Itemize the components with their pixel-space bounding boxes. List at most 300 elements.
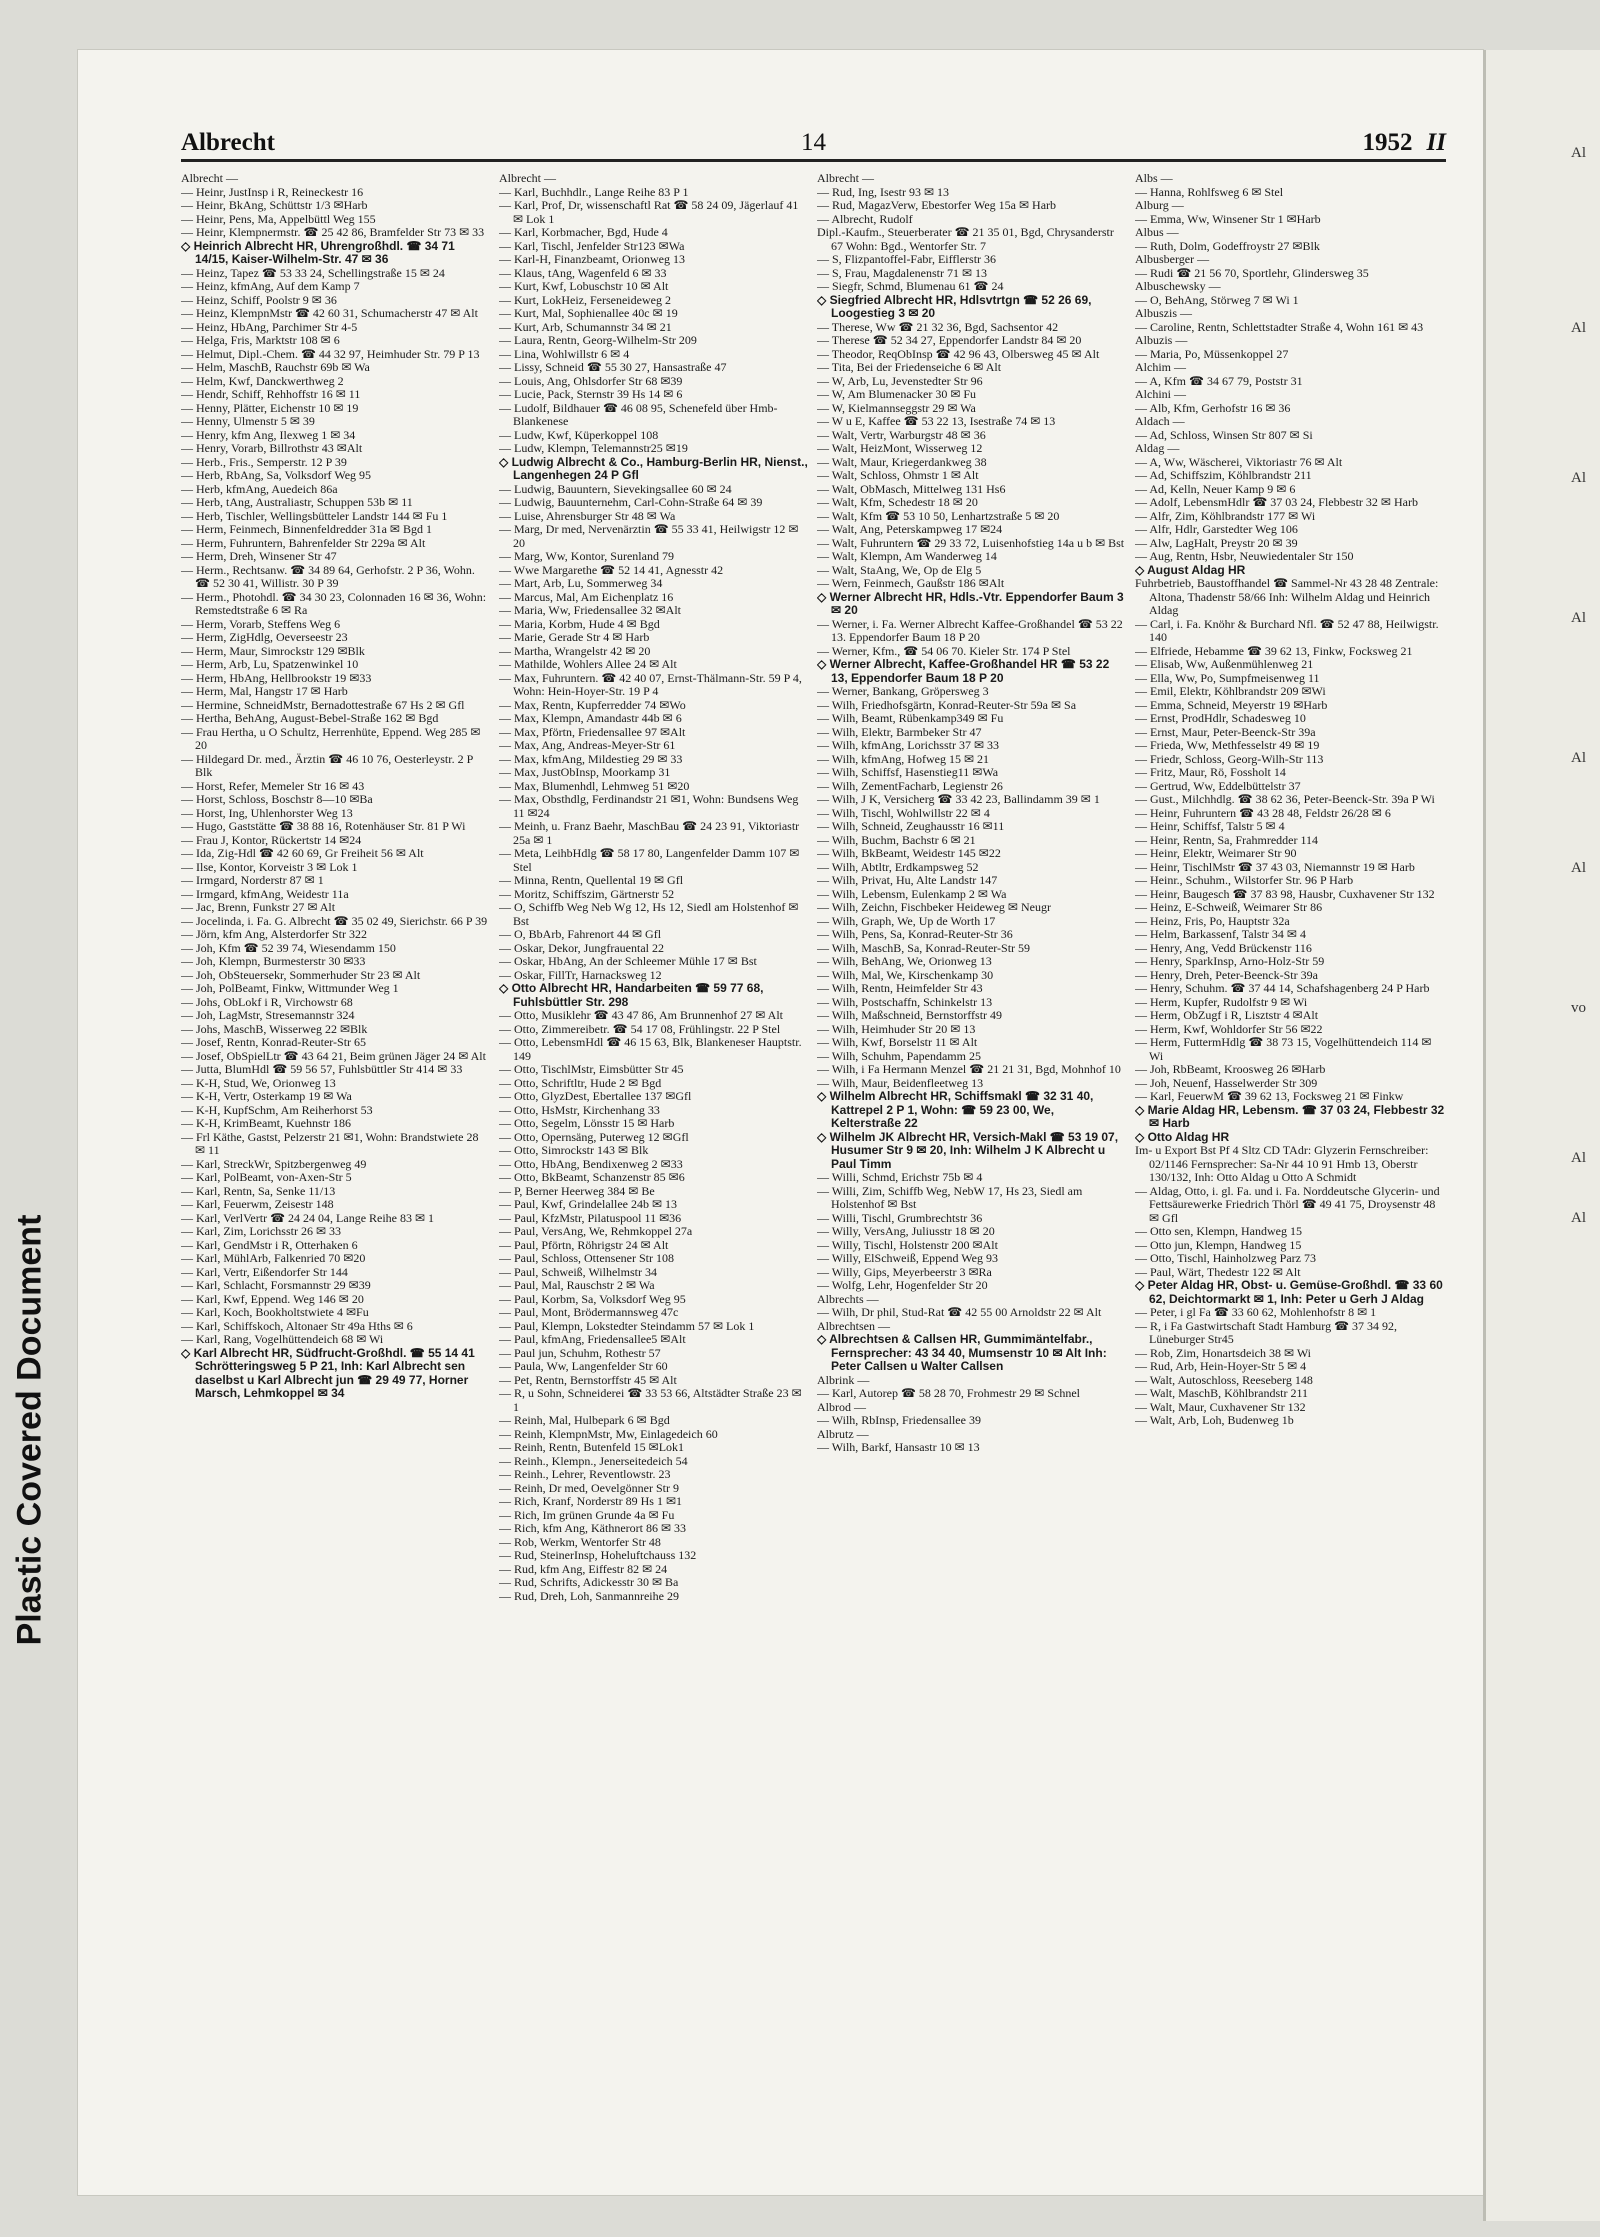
directory-entry: Albuszis — — [1135, 306, 1192, 320]
directory-entry: — Werner, Kfm., ☎ 54 06 70. Kieler Str. 174 P Stel — [817, 643, 1071, 658]
directory-entry: ◇ Karl Albrecht HR, Südfrucht-Großhdl. ☎ 55 14 41 Schrötteringsweg 5 P 21, Inh: Karl Albrecht sen daselbst u Karl Albrecht jun ☎ 29 49 77, Horner Marsch, Lehmkoppel ✉ 34 — [181, 1345, 475, 1400]
adjacent-page-fragment: Al — [1571, 860, 1586, 876]
directory-entry: Fuhrbetrieb, Baustoffhandel ☎ Sammel-Nr 43 28 48 Zentrale: Altona, Thadenstr 58/66 Inh: Wilhelm Aldag und Heinrich Aldag — [1135, 576, 1439, 617]
directory-entry: Albrink — — [817, 1372, 870, 1387]
adjacent-page-fragment: Al — [1571, 320, 1586, 336]
directory-entry: — K-H, KrimBeamt, Kuehnstr 186 — [181, 1116, 351, 1130]
directory-entry: Aldag — — [1135, 441, 1180, 455]
directory-entry: — Adolf, LebensmHdlr ☎ 37 03 24, Flebbestr 32 ✉ Harb — [1135, 495, 1418, 509]
header-year — [1363, 129, 1446, 157]
directory-entry: — Luise, Ahrensburger Str 48 ✉ Wa — [499, 508, 676, 523]
directory-entry: — Otto, Tischl, Hainholzweg Parz 73 — [1135, 1251, 1316, 1265]
directory-entry: — Johs, ObLokf i R, Virchowstr 68 — [181, 994, 353, 1009]
directory-entry: — Jocelinda, i. Fa. G. Albrecht ☎ 35 02 49, Sierichstr. 66 P 39 — [181, 913, 488, 928]
directory-entry: — Rud, Ing, Isestr 93 ✉ 13 — [817, 184, 950, 199]
directory-entry: — Emil, Elektr, Köhlbrandstr 209 ✉Wi — [1135, 684, 1326, 698]
directory-entry: — Wilh, i Fa Hermann Menzel ☎ 21 21 31, Bgd, Mohnhof 10 — [817, 1062, 1121, 1076]
directory-entry: — Hermine, SchneidMstr, Bernadottestraße 67 Hs 2 ✉ Gfl — [181, 697, 465, 712]
directory-entry: — Wilh, Mal, We, Kirschenkamp 30 — [817, 967, 994, 982]
directory-entry: — Heinr, Fuhruntern ☎ 43 28 48, Feldstr 26/28 ✉ 6 — [1135, 805, 1391, 820]
directory-entry: — Heinz, Schiff, Poolstr 9 ✉ 36 — [181, 292, 337, 307]
directory-entry: — Herb, tAng, Australiastr, Schuppen 53b ✉ 11 — [181, 495, 413, 509]
directory-entry: — Otto, Opernsäng, Puterweg 12 ✉Gfl — [499, 1129, 689, 1144]
directory-entry: — Karl, Kwf, Eppend. Weg 146 ✉ 20 — [181, 1291, 364, 1306]
directory-entry: — Wilh, BkBeamt, Weidestr 145 ✉22 — [817, 846, 1001, 860]
directory-entry: — O, BehAng, Störweg 7 ✉ Wi 1 — [1135, 292, 1299, 307]
directory-entry: — Siegfr, Schmd, Blumenau 61 ☎ 24 — [817, 279, 1004, 293]
directory-entry: — Ernst, Maur, Peter-Beenck-Str 39a — [1135, 724, 1316, 739]
directory-entry: — Walt, Kfm, Schedestr 18 ✉ 20 — [817, 495, 978, 509]
directory-entry: — Johs, MaschB, Wisserweg 22 ✉Blk — [181, 1021, 368, 1036]
directory-entry: — Henry, Dreh, Peter-Beenck-Str 39a — [1135, 967, 1318, 982]
directory-entry: — Werner, i. Fa. Werner Albrecht Kaffee-Großhandel ☎ 53 22 13. Eppendorfer Baum 18 P 20 — [817, 616, 1123, 644]
directory-entry: — Walt, Vertr, Warburgstr 48 ✉ 36 — [817, 427, 986, 442]
directory-entry: — Wilh, Dr phil, Stud-Rat ☎ 42 55 00 Arnoldstr 22 ✉ Alt — [817, 1305, 1102, 1319]
directory-entry: — Willy, Gips, Meyerbeerstr 3 ✉Ra — [817, 1264, 992, 1279]
directory-entry: — Joh, PolBeamt, Finkw, Wittmunder Weg 1 — [181, 981, 399, 995]
directory-entry: Albrecht — — [817, 172, 874, 185]
adjacent-page-fragment: Al — [1571, 610, 1586, 626]
directory-entry: — Joh, RbBeamt, Kroosweg 26 ✉Harb — [1135, 1062, 1326, 1076]
directory-entry: — Werner, Bankang, Gröpersweg 3 — [817, 684, 989, 698]
directory-entry: — Marie, Gerade Str 4 ✉ Harb — [499, 630, 650, 644]
directory-entry: — Herm, Kupfer, Rudolfstr 9 ✉ Wi — [1135, 994, 1308, 1009]
directory-entry: — Otto, Musiklehr ☎ 43 47 86, Am Brunnenhof 27 ✉ Alt — [499, 1008, 783, 1022]
directory-entry: — Horst, Refer, Memeler Str 16 ✉ 43 — [181, 778, 365, 793]
directory-entry: — Herm, Arb, Lu, Spatzenwinkel 10 — [181, 657, 359, 671]
directory-entry: — Albrecht, Rudolf — [817, 211, 913, 226]
directory-entry: — Therese ☎ 52 34 27, Eppendorfer Landstr 84 ✉ 20 — [817, 333, 1082, 347]
directory-entry: — Marg, Ww, Kontor, Surenland 79 — [499, 549, 674, 563]
directory-entry: — Lina, Wohlwillstr 6 ✉ 4 — [499, 346, 630, 361]
directory-entry: Alchini — — [1135, 387, 1186, 401]
directory-entry: — Max, kfmAng, Mildestieg 29 ✉ 33 — [499, 751, 683, 766]
directory-entry: — Josef, ObSpielLtr ☎ 43 64 21, Beim grünen Jäger 24 ✉ Alt — [181, 1048, 486, 1063]
directory-entry: — Otto, Segelm, Lönsstr 15 ✉ Harb — [499, 1116, 675, 1130]
directory-entry: — Otto, GlyzDest, Ebertallee 137 ✉Gfl — [499, 1089, 692, 1103]
directory-entry: — Otto, Zimmereibetr. ☎ 54 17 08, Frühlingstr. 22 P Stel — [499, 1021, 781, 1036]
directory-entry: — Rud, Arb, Hein-Hoyer-Str 5 ✉ 4 — [1135, 1359, 1307, 1373]
directory-entry: — R, u Sohn, Schneiderei ☎ 33 53 66, Altstädter Straße 23 ✉ 1 — [499, 1386, 802, 1414]
directory-entry: Albus — — [1135, 225, 1179, 239]
directory-entry: — Karl, Autorep ☎ 58 28 70, Frohmestr 29 ✉ Schnel — [817, 1386, 1080, 1400]
directory-entry: — Karl, StreckWr, Spitzbergenweg 49 — [181, 1156, 367, 1171]
directory-entry: — Fritz, Maur, Rö, Fossholt 14 — [1135, 765, 1286, 779]
directory-entry: — Helm, Kwf, Danckwerthweg 2 — [181, 373, 344, 388]
directory-entry: — Willi, Zim, Schiffb Weg, NebW 17, Hs 23, Siedl am Holstenhof ✉ Bst — [817, 1183, 1083, 1211]
directory-entry: — Wern, Feinmech, Gaußstr 186 ✉Alt — [817, 576, 1005, 590]
directory-entry: — Kurt, Mal, Sophienallee 40c ✉ 19 — [499, 306, 678, 320]
year-text: 1952 — [1362, 129, 1413, 156]
directory-entry: ◇ Siegfried Albrecht HR, Hdlsvtrtgn ☎ 52 26 69, Loogestieg 3 ✉ 20 — [817, 292, 1092, 320]
directory-entry: — Horst, Ing, Uhlenhorster Weg 13 — [181, 805, 353, 820]
directory-entry: — Maria, Ww, Friedensallee 32 ✉Alt — [499, 603, 682, 617]
directory-entry: — Ella, Ww, Po, Sumpfmeisenweg 11 — [1135, 670, 1320, 685]
directory-entry: — S, Frau, Magdalenenstr 71 ✉ 13 — [817, 265, 988, 280]
directory-entry: — Wilh, Graph, We, Up de Worth 17 — [817, 913, 996, 928]
directory-entry: — Herm, HbAng, Hellbrookstr 19 ✉33 — [181, 670, 372, 685]
directory-entry: — Paul, Klempn, Lokstedter Steindamm 57 ✉ Lok 1 — [499, 1318, 755, 1333]
directory-entry: ◇ Peter Aldag HR, Obst- u. Gemüse-Großhdl. ☎ 33 60 62, Deichtormarkt ✉ 1, Inh: Peter u Gerh J Aldag — [1135, 1278, 1443, 1306]
directory-entry: — Henny, Plätter, Eichenstr 10 ✉ 19 — [181, 400, 359, 415]
directory-entry: — Paul jun, Schuhm, Rothestr 57 — [499, 1345, 661, 1360]
directory-entry: — Wilh, Barkf, Hansastr 10 ✉ 13 — [817, 1440, 980, 1454]
directory-entry: — Karl, Rang, Vogelhüttendeich 68 ✉ Wi — [181, 1332, 384, 1346]
directory-entry: — Walt, Autoschloss, Reeseberg 148 — [1135, 1372, 1313, 1387]
directory-entry: — Heinr, Elektr, Weimarer Str 90 — [1135, 846, 1297, 860]
page-header — [181, 125, 1446, 162]
directory-entry: — Henry, Vorarb, Billrothstr 43 ✉Alt — [181, 441, 363, 455]
directory-entry: ◇ Wilhelm Albrecht HR, Schiffsmakl ☎ 32 31 40, Kattrepel 2 P 1, Wohn: ☎ 59 23 00, We, Kelterstraße 22 — [817, 1089, 1094, 1130]
directory-entry: — Wilh, Friedhofsgärtn, Konrad-Reuter-Str 59a ✉ Sa — [817, 697, 1077, 712]
directory-entry: Albrutz — — [817, 1426, 869, 1441]
part-numeral: II — [1426, 129, 1446, 156]
directory-entry: — Wilh, RbInsp, Friedensallee 39 — [817, 1413, 981, 1427]
directory-entry: Albuzis — — [1135, 333, 1188, 347]
directory-entry: — Karl, Feuerwm, Zeisestr 148 — [181, 1197, 334, 1211]
directory-entry: ◇ Otto Albrecht HR, Handarbeiten ☎ 59 77 68, Fuhlsbüttler Str. 298 — [499, 981, 764, 1009]
directory-entry: — Ilse, Kontor, Korveistr 3 ✉ Lok 1 — [181, 859, 358, 874]
directory-entry: — Karl, GendMstr i R, Otterhaken 6 — [181, 1237, 358, 1252]
directory-entry: — Paul, Korbm, Sa, Volksdorf Weg 95 — [499, 1291, 686, 1306]
directory-entry: — Wilh, Buchm, Bachstr 6 ✉ 21 — [817, 832, 976, 847]
directory-entry: — Otto, BkBeamt, Schanzenstr 85 ✉6 — [499, 1170, 685, 1184]
directory-entry: — Max, Rentn, Kupferredder 74 ✉Wo — [499, 697, 686, 712]
directory-entry: — Walt, Ang, Peterskampweg 17 ✉24 — [817, 522, 1003, 536]
directory-entry: — Otto, HsMstr, Kirchenhang 33 — [499, 1102, 660, 1117]
directory-entry: — Wilh, Schiffsf, Hasenstieg11 ✉Wa — [817, 765, 999, 779]
directory-entry: — Karl, Rentn, Sa, Senke 11/13 — [181, 1183, 336, 1198]
directory-entry: — Wilh, Schuhm, Papendamm 25 — [817, 1048, 981, 1063]
directory-entry: — Reinh, KlempnMstr, Mw, Einlagedeich 60 — [499, 1426, 718, 1441]
directory-entry: — Rob, Werkm, Wentorfer Str 48 — [499, 1534, 661, 1549]
directory-entry: — Hildegard Dr. med., Ärztin ☎ 46 10 76, Oesterleystr. 2 P Blk — [181, 751, 473, 779]
directory-entry: — Heinz, HbAng, Parchimer Str 4-5 — [181, 319, 358, 334]
directory-entry: — Kurt, Kwf, Lobuschstr 10 ✉ Alt — [499, 279, 669, 293]
directory-entry: — Henry, Schuhm. ☎ 37 44 14, Schafshagenberg 24 P Harb — [1135, 981, 1430, 995]
adjacent-page-fragment: Al — [1571, 750, 1586, 766]
directory-entry: — Paula, Ww, Langenfelder Str 60 — [499, 1359, 668, 1373]
directory-entry: — Helga, Fris, Marktstr 108 ✉ 6 — [181, 333, 340, 347]
directory-entry: — Herm, FuttermHdlg ☎ 38 73 15, Vogelhüttendeich 114 ✉ Wi — [1135, 1035, 1432, 1063]
adjacent-page-fragment: Al — [1571, 1150, 1586, 1166]
directory-entry: — Karl, PolBeamt, von-Axen-Str 5 — [181, 1170, 352, 1184]
directory-entry: — Mathilde, Wohlers Allee 24 ✉ Alt — [499, 657, 677, 671]
directory-entry: — P, Berner Heerweg 384 ✉ Be — [499, 1183, 655, 1198]
directory-entry: — Herm, Kwf, Wohldorfer Str 56 ✉22 — [1135, 1021, 1323, 1036]
directory-entry: Dipl.-Kaufm., Steuerberater ☎ 21 35 01, Bgd, Chrysanderstr 67 Wohn: Bgd., Wentorfer Str. 7 — [817, 225, 1114, 253]
directory-entry: — Karl, Korbmacher, Bgd, Hude 4 — [499, 225, 668, 239]
directory-entry: — Ludolf, Bildhauer ☎ 46 08 95, Schenefeld über Hmb-Blankenese — [499, 400, 778, 428]
directory-entry: — Ludwig, Bauunternehm, Carl-Cohn-Straße 64 ✉ 39 — [499, 495, 763, 509]
directory-entry: — Herb., Fris., Semperstr. 12 P 39 — [181, 454, 347, 469]
directory-entry: — Wwe Margarethe ☎ 52 14 41, Agnesstr 42 — [499, 562, 724, 577]
header-surname: Albrecht — [181, 129, 275, 156]
directory-entry: — Alb, Kfm, Gerhofstr 16 ✉ 36 — [1135, 400, 1291, 415]
directory-entry: — Kurt, Arb, Schumannstr 34 ✉ 21 — [499, 319, 672, 334]
directory-entry: — Jörn, kfm Ang, Alsterdorfer Str 322 — [181, 927, 367, 941]
directory-entry: — Irmgard, kfmAng, Weidestr 11a — [181, 886, 349, 901]
directory-entry: — Wilh, kfmAng, Lorichsstr 37 ✉ 33 — [817, 738, 1000, 752]
directory-entry: — W u E, Kaffee ☎ 53 22 13, Isestraße 74 ✉ 13 — [817, 414, 1056, 428]
directory-entry: Albrecht — — [499, 172, 556, 185]
directory-entry: — Helm, MaschB, Rauchstr 69b ✉ Wa — [181, 360, 370, 374]
directory-entry: — Wilh, Kwf, Borselstr 11 ✉ Alt — [817, 1035, 978, 1049]
directory-entry: ◇ Heinrich Albrecht HR, Uhrengroßhdl. ☎ 34 71 14/15, Kaiser-Wilhelm-Str. 47 ✉ 36 — [181, 238, 455, 266]
directory-entry: — Wolfg, Lehr, Hogenfelder Str 20 — [817, 1278, 988, 1292]
directory-entry: — Joh, ObSteuersekr, Sommerhuder Str 23 ✉ Alt — [181, 967, 421, 982]
directory-entry: Im- u Export Bst Pf 4 Sltz CD TAdr: Glyzerin Fernschreiber: 02/1146 Fernsprecher: Sa-Nr 44 10 91 Hmb 13, Oberstr 130/132, Inh: Otto Aldag u Otto A Schmidt — [1135, 1143, 1429, 1184]
directory-entry: — Alw, LagHalt, Preystr 20 ✉ 39 — [1135, 535, 1298, 550]
directory-entry: — Rud, MagazVerw, Ebestorfer Weg 15a ✉ Harb — [817, 198, 1057, 212]
directory-entry: — Karl-H, Finanzbeamt, Orionweg 13 — [499, 252, 685, 266]
directory-entry: — Friedr, Schloss, Georg-Wilh-Str 113 — [1135, 751, 1324, 766]
directory-entry: — Walt, ObMasch, Mittelweg 131 Hs6 — [817, 481, 1006, 496]
directory-entry: — K-H, KupfSchm, Am Reiherhorst 53 — [181, 1102, 373, 1117]
directory-entry: — Karl, Koch, Bookholtstwiete 4 ✉Fu — [181, 1305, 369, 1319]
directory-entry: ◇ Werner Albrecht, Kaffee-Großhandel HR ☎ 53 22 13, Eppendorfer Baum 18 P 20 — [817, 657, 1110, 685]
directory-entry: — Herb, RbAng, Sa, Volksdorf Weg 95 — [181, 468, 372, 482]
directory-entry: — Heinz, Fris, Po, Hauptstr 32a — [1135, 913, 1290, 928]
directory-entry: — Otto, Schriftltr, Hude 2 ✉ Bgd — [499, 1075, 662, 1090]
column-3 — [817, 172, 1127, 2237]
directory-entry: — Klaus, tAng, Wagenfeld 6 ✉ 33 — [499, 265, 667, 280]
directory-entry: — Horst, Schloss, Boschstr 8—10 ✉Ba — [181, 792, 373, 806]
directory-entry: — Pet, Rentn, Bernstorffstr 45 ✉ Alt — [499, 1372, 677, 1387]
directory-entry: — Maria, Korbm, Hude 4 ✉ Bgd — [499, 616, 660, 631]
directory-entry: — Heinr, Pens, Ma, Appelbüttl Weg 155 — [181, 211, 376, 226]
directory-entry: — Walt, Klempn, Am Wanderweg 14 — [817, 549, 997, 563]
directory-entry: — Herm, Vorarb, Steffens Weg 6 — [181, 616, 341, 631]
directory-entry: ◇ Wilhelm JK Albrecht HR, Versich-Makl ☎ 53 19 07, Husumer Str 9 ✉ 20, Inh: Wilhelm J K Albrecht u Paul Timm — [817, 1129, 1119, 1171]
directory-entry: — Herm, Maur, Simrockstr 129 ✉Blk — [181, 643, 365, 658]
directory-entry: — Heinr, JustInsp i R, Reineckestr 16 — [181, 184, 364, 199]
directory-entry: — Carl, i. Fa. Knöhr & Burchard Nfl. ☎ 52 47 88, Heilwigstr. 140 — [1135, 616, 1439, 644]
directory-entry: ◇ Marie Aldag HR, Lebensm. ☎ 37 03 24, Flebbestr 32 ✉ Harb — [1135, 1102, 1445, 1130]
directory-entry: — Paul, Schloss, Ottensener Str 108 — [499, 1251, 674, 1265]
directory-entry: — Karl, Tischl, Jenfelder Str123 ✉Wa — [499, 238, 685, 253]
directory-entry: — Karl, VerlVertr ☎ 24 24 04, Lange Reihe 83 ✉ 1 — [181, 1210, 435, 1225]
directory-entry: — Gust., Milchhdlg. ☎ 38 62 36, Peter-Beenck-Str. 39a P Wi — [1135, 792, 1435, 806]
directory-entry: — Minna, Rentn, Quellental 19 ✉ Gfl — [499, 873, 684, 887]
directory-entry: — Paul, Schweiß, Wilhelmstr 34 — [499, 1264, 657, 1279]
adjacent-page-fragment: Al — [1571, 1210, 1586, 1226]
side-label-text: Plastic Covered Document — [10, 1214, 49, 1646]
directory-entry: — Heinr., Schuhm., Wilstorfer Str. 96 P Harb — [1135, 873, 1354, 887]
directory-entry: — Walt, Arb, Loh, Budenweg 1b — [1135, 1413, 1294, 1427]
directory-entry: — Frieda, Ww, Methfesselstr 49 ✉ 19 — [1135, 738, 1320, 752]
directory-entry: — Willi, Schmd, Erichstr 75b ✉ 4 — [817, 1170, 983, 1184]
directory-entry: — Hertha, BehAng, August-Bebel-Straße 162 ✉ Bgd — [181, 711, 439, 725]
directory-entry: — Walt, Fuhruntern ☎ 29 33 72, Luisenhofstieg 14a u b ✉ Bst — [817, 535, 1125, 550]
directory-entry: Alchim — — [1135, 360, 1186, 374]
directory-entry: — Marg, Dr med, Nervenärztin ☎ 55 33 41, Heilwigstr 12 ✉ 20 — [499, 522, 799, 550]
directory-entry: — Henny, Ulmenstr 5 ✉ 39 — [181, 414, 315, 428]
directory-entry: — Rud, Dreh, Loh, Sanmannreihe 29 — [499, 1588, 679, 1603]
directory-entry: — Elfriede, Hebamme ☎ 39 62 13, Finkw, Focksweg 21 — [1135, 643, 1413, 658]
directory-entry: — Ludwig, Bauuntern, Sievekingsallee 60 ✉ 24 — [499, 481, 732, 496]
directory-entry: — Otto, HbAng, Bendixenweg 2 ✉33 — [499, 1156, 683, 1171]
column-1 — [181, 172, 491, 2237]
directory-entry: — Karl, MühlArb, Falkenried 70 ✉20 — [181, 1251, 366, 1265]
directory-entry: — Herm., Photohdl. ☎ 34 30 23, Colonnaden 16 ✉ 36, Wohn: Remstedtstraße 6 ✉ Ra — [181, 589, 487, 617]
directory-entry: — Wilh, Postschaffn, Schinkelstr 13 — [817, 994, 993, 1009]
directory-entry: — Frl Käthe, Gastst, Pelzerstr 21 ✉1, Wohn: Brandstwiete 28 ✉ 11 — [181, 1129, 479, 1157]
directory-entry: — W, Arb, Lu, Jevenstedter Str 96 — [817, 373, 983, 388]
directory-entry: — Wilh, Privat, Hu, Alte Landstr 147 — [817, 873, 998, 887]
directory-entry: — O, Schiffb Weg Neb Wg 12, Hs 12, Siedl am Holstenhof ✉ Bst — [499, 900, 799, 928]
directory-entry: — Henry, Ang, Vedd Brückenstr 116 — [1135, 940, 1312, 955]
directory-entry: — Otto, Simrockstr 143 ✉ Blk — [499, 1143, 649, 1157]
directory-entry: — Joh, Kfm ☎ 52 39 74, Wiesendamm 150 — [181, 940, 396, 955]
directory-entry: — A, Kfm ☎ 34 67 79, Poststr 31 — [1135, 373, 1303, 388]
directory-entry: — Rud, SteinerInsp, Hoheluftchauss 132 — [499, 1548, 697, 1562]
directory-entry: Alburg — — [1135, 198, 1184, 212]
directory-entry: — Walt, Schloss, Ohmstr 1 ✉ Alt — [817, 468, 979, 482]
directory-entry: ◇ Ludwig Albrecht & Co., Hamburg-Berlin HR, Nienst., Langenhegen 24 P Gfl — [499, 454, 808, 482]
directory-entry: — Irmgard, Norderstr 87 ✉ 1 — [181, 873, 324, 887]
directory-entry: — Lissy, Schneid ☎ 55 30 27, Hansastraße 47 — [499, 360, 727, 374]
directory-entry: — Elisab, Ww, Außenmühlenweg 21 — [1135, 657, 1314, 671]
directory-entry: — Wilh, Elektr, Barmbeker Str 47 — [817, 724, 982, 739]
directory-entry: — Peter, i gl Fa ☎ 33 60 62, Mohlenhofstr 8 ✉ 1 — [1135, 1305, 1377, 1319]
directory-entry: — Reinh., Klempn., Jenerseitedeich 54 — [499, 1453, 688, 1468]
directory-entry: Albrecht — — [181, 172, 238, 185]
directory-entry: — Hendr, Schiff, Rehhoffstr 16 ✉ 11 — [181, 387, 361, 401]
directory-entry: — Otto jun, Klempn, Handweg 15 — [1135, 1237, 1302, 1252]
directory-entry: — Reinh, Mal, Hulbepark 6 ✉ Bgd — [499, 1413, 670, 1427]
directory-entry: — Rud, kfm Ang, Eiffestr 82 ✉ 24 — [499, 1561, 668, 1576]
directory-entry: — Ad, Schiffszim, Köhlbrandstr 211 — [1135, 468, 1312, 482]
directory-entry: — Willy, ElSchweiß, Eppend Weg 93 — [817, 1251, 998, 1265]
side-label — [0, 1130, 60, 1730]
directory-entry: Albrod — — [817, 1399, 866, 1414]
directory-entry: — Helmut, Dipl.-Chem. ☎ 44 32 97, Heimhuder Str. 79 P 13 — [181, 346, 480, 361]
directory-entry: — Paul, Mal, Rauschstr 2 ✉ Wa — [499, 1278, 655, 1292]
directory-entry: — Henry, kfm Ang, Ilexweg 1 ✉ 34 — [181, 427, 356, 442]
directory-entry: — Ad, Kelln, Neuer Kamp 9 ✉ 6 — [1135, 481, 1296, 496]
directory-entry: — Martha, Wrangelstr 42 ✉ 20 — [499, 643, 651, 658]
directory-entry: — Aug, Rentn, Hsbr, Neuwiedentaler Str 150 — [1135, 549, 1354, 563]
directory-entry: — Karl, Schiffskoch, Altonaer Str 49a Hths ✉ 6 — [181, 1318, 413, 1333]
directory-entry: — Karl, Zim, Lorichsstr 26 ✉ 33 — [181, 1224, 342, 1238]
directory-entry: — Ad, Schloss, Winsen Str 807 ✉ Si — [1135, 427, 1313, 442]
directory-entry: — R, i Fa Gastwirtschaft Stadt Hamburg ☎ 37 34 92, Lüneburger Str45 — [1135, 1318, 1398, 1346]
directory-entry: — Heinz, Tapez ☎ 53 33 24, Schellingstraße 15 ✉ 24 — [181, 265, 445, 280]
directory-entry: — Paul, Wärt, Thedestr 122 ✉ Alt — [1135, 1264, 1301, 1279]
directory-entry: Aldach — — [1135, 414, 1185, 428]
directory-entry: Albuschewsky — — [1135, 279, 1221, 293]
directory-entry: — Otto, TischlMstr, Eimsbütter Str 45 — [499, 1062, 684, 1076]
directory-entry: — Wilh, Maßschneid, Bernstorffstr 49 — [817, 1008, 1003, 1022]
directory-entry: — Ruth, Dolm, Godeffroystr 27 ✉Blk — [1135, 238, 1320, 253]
directory-entry: Albrechts — — [817, 1291, 879, 1306]
directory-entry: — Caroline, Rentn, Schlettstadter Straße 4, Wohn 161 ✉ 43 — [1135, 319, 1424, 334]
directory-entry: — Rudi ☎ 21 56 70, Sportlehr, Glindersweg 35 — [1135, 265, 1369, 280]
directory-entry: — Karl, Schlacht, Forsmannstr 29 ✉39 — [181, 1278, 371, 1292]
adjacent-page-fragment: Al — [1571, 145, 1586, 161]
directory-entry: — Walt, Maur, Cuxhavener Str 132 — [1135, 1399, 1306, 1414]
directory-entry: — Heinr, Klempnermstr. ☎ 25 42 86, Bramfelder Str 73 ✉ 33 — [181, 225, 485, 239]
directory-entry: — Wilh, BehAng, We, Orionweg 13 — [817, 954, 992, 968]
adjacent-page-edge — [1483, 50, 1600, 2221]
directory-entry: — Emma, Ww, Winsener Str 1 ✉Harb — [1135, 211, 1321, 226]
directory-entry: — Aldag, Otto, i. gl. Fa. und i. Fa. Norddeutsche Glycerin- und Fettsäurewerke Friedrich Thörl ☎ 49 41 75, Droysenstr 48 ✉ Gfl — [1135, 1183, 1440, 1225]
directory-entry: Albrechtsen — — [817, 1318, 890, 1333]
directory-entry: — Otto, LebensmHdl ☎ 46 15 63, Blk, Blankeneser Hauptstr. 149 — [499, 1035, 802, 1063]
directory-entry: ◇ Otto Aldag HR — [1135, 1129, 1230, 1144]
directory-entry: — Rich, Im grünen Grunde 4a ✉ Fu — [499, 1507, 675, 1522]
directory-entry: — Max, Klempn, Amandastr 44b ✉ 6 — [499, 711, 682, 725]
directory-entry: — Helm, Barkassenf, Talstr 34 ✉ 4 — [1135, 927, 1306, 941]
directory-entry: — Therese, Ww ☎ 21 32 36, Bgd, Sachsentor 42 — [817, 319, 1059, 334]
directory-entry: — Heinz, kfmAng, Auf dem Kamp 7 — [181, 279, 360, 293]
page-number: 14 — [801, 129, 826, 156]
adjacent-page-fragment: Al — [1571, 470, 1586, 486]
directory-entry: — Wilh, Heimhuder Str 20 ✉ 13 — [817, 1021, 976, 1036]
directory-entry: — Emma, Schneid, Meyerstr 19 ✉Harb — [1135, 697, 1328, 712]
directory-entry: — Wilh, Abtltr, Erdkampsweg 52 — [817, 859, 979, 874]
directory-entry: — Max, Blumenhdl, Lehmweg 51 ✉20 — [499, 778, 690, 793]
directory-entry: — Paul, kfmAng, Friedensallee5 ✉Alt — [499, 1332, 686, 1346]
directory-entry: — Max, Obsthdlg, Ferdinandstr 21 ✉1, Wohn: Bundsens Weg 11 ✉24 — [499, 792, 799, 820]
directory-entry: — Walt, HeizMont, Wisserweg 12 — [817, 441, 983, 455]
directory-entry: — Gertrud, Ww, Eddelbüttelstr 37 — [1135, 778, 1301, 793]
directory-entry: — Heinr, TischlMstr ☎ 37 43 03, Niemannstr 19 ✉ Harb — [1135, 859, 1415, 874]
directory-entry: — Marcus, Mal, Am Eichenplatz 16 — [499, 589, 674, 604]
directory-entry: — Ludw, Kwf, Küperkoppel 108 — [499, 427, 659, 442]
directory-entry: — Walt, Kfm ☎ 53 10 50, Lenhartzstraße 5 ✉ 20 — [817, 508, 1060, 523]
directory-columns — [181, 172, 1446, 2237]
directory-entry: Albusberger — — [1135, 252, 1210, 266]
directory-entry: — Max, Ang, Andreas-Meyer-Str 61 — [499, 738, 676, 752]
directory-entry: — Wilh, ZementFacharb, Legienstr 26 — [817, 778, 1003, 793]
directory-entry: — Alfr, Zim, Köhlbrandstr 177 ✉ Wi — [1135, 508, 1316, 523]
directory-entry: — Jac, Brenn, Funkstr 27 ✉ Alt — [181, 900, 336, 914]
directory-entry: — Rich, kfm Ang, Käthnerort 86 ✉ 33 — [499, 1521, 687, 1535]
directory-entry: — Joh, LagMstr, Stresemannstr 324 — [181, 1008, 355, 1022]
directory-entry: — Karl, Buchhdlr., Lange Reihe 83 P 1 — [499, 184, 689, 199]
directory-entry: — Herm, ObZugf i R, Lisztstr 4 ✉Alt — [1135, 1008, 1319, 1022]
directory-entry: — Maria, Po, Müssenkoppel 27 — [1135, 346, 1289, 361]
directory-entry: — Heinz, E-Schweiß, Weimarer Str 86 — [1135, 900, 1323, 914]
adjacent-page-fragment: vo — [1571, 1000, 1586, 1016]
directory-entry: — Rud, Schrifts, Adickesstr 30 ✉ Ba — [499, 1575, 679, 1589]
directory-entry: — Ida, Zig-Hdl ☎ 42 60 69, Gr Freiheit 56 ✉ Alt — [181, 846, 424, 860]
directory-entry: — Paul, Kwf, Grindelallee 24b ✉ 13 — [499, 1197, 678, 1211]
directory-entry: — Alfr, Hdlr, Garstedter Weg 106 — [1135, 522, 1298, 536]
directory-entry: — Otto sen, Klempn, Handweg 15 — [1135, 1224, 1302, 1238]
directory-entry: — Mart, Arb, Lu, Sommerweg 34 — [499, 576, 663, 590]
directory-entry: — Ernst, ProdHdlr, Schadesweg 10 — [1135, 711, 1306, 725]
directory-entry: — Hugo, Gaststätte ☎ 38 88 16, Rotenhäuser Str. 81 P Wi — [181, 819, 466, 833]
directory-entry: — Wilh, Schneid, Zeughausstr 16 ✉11 — [817, 819, 1005, 833]
directory-entry: — Frau J, Kontor, Rückertstr 14 ✉24 — [181, 832, 362, 847]
directory-entry: — Hanna, Rohlfsweg 6 ✉ Stel — [1135, 184, 1284, 199]
directory-entry: — Reinh, Rentn, Butenfeld 15 ✉Lok1 — [499, 1440, 685, 1454]
directory-entry: — Oskar, HbAng, An der Schleemer Mühle 17 ✉ Bst — [499, 954, 757, 968]
directory-entry: — Louis, Ang, Ohlsdorfer Str 68 ✉39 — [499, 373, 683, 388]
directory-entry: — Reinh, Dr med, Oevelgönner Str 9 — [499, 1480, 679, 1495]
directory-entry: — Meinh, u. Franz Baehr, MaschBau ☎ 24 23 91, Viktoriastr 25a ✉ 1 — [499, 819, 800, 847]
directory-entry: — Karl, FeuerwM ☎ 39 62 13, Focksweg 21 ✉ Finkw — [1135, 1089, 1404, 1103]
directory-entry: — Herm, ZigHdlg, Oeverseestr 23 — [181, 630, 348, 644]
directory-entry: — Heinr, Baugesch ☎ 37 83 98, Hausbr, Cuxhavener Str 132 — [1135, 886, 1435, 901]
directory-entry: — Henry, SparkInsp, Arno-Holz-Str 59 — [1135, 954, 1325, 968]
directory-entry: — Karl, Prof, Dr, wissenschaftl Rat ☎ 58 24 09, Jägerlauf 41 ✉ Lok 1 — [499, 198, 799, 226]
directory-entry: — Heinz, KlempnMstr ☎ 42 60 31, Schumacherstr 47 ✉ Alt — [181, 306, 478, 320]
directory-entry: — Walt, Maur, Kriegerdankweg 38 — [817, 454, 987, 469]
